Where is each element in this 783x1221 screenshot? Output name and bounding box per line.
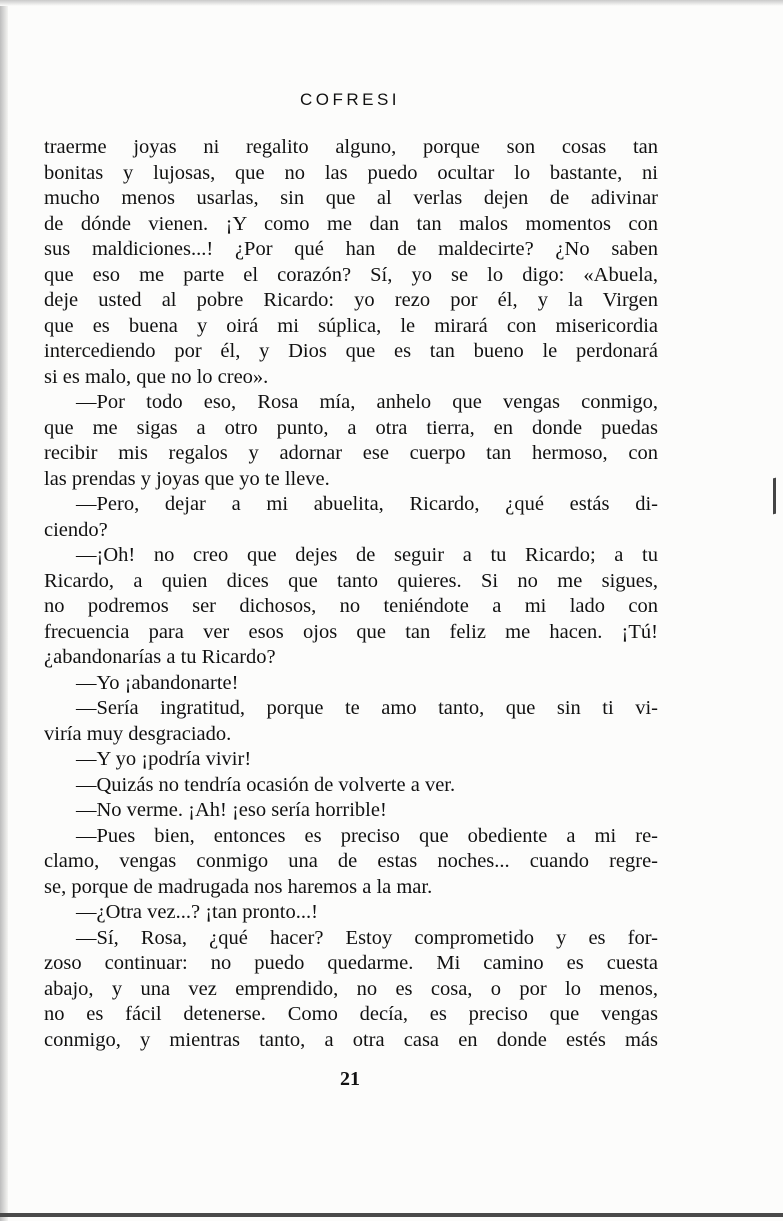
text-line: intercediendo por él, y Dios que es tan bueno le perdonará [44,340,658,362]
text-line: sus maldiciones...! ¿Por qué han de maldecirte? ¿No saben [44,238,658,260]
page-number: 21 [340,1068,360,1090]
text-line: abajo, y una vez emprendido, no es cosa, o por lo menos, [44,977,658,1000]
text-line: —Pero, dejar a mi abuelita, Ricardo, ¿qué estás di- [76,493,658,515]
text-line: mucho menos usarlas, sin que al verlas dejen de adivinar [44,187,658,209]
text-line: viría muy desgraciado. [44,722,232,745]
page-top-shadow [0,0,783,6]
text-line: clamo, vengas conmigo una de estas noches... cuando regre- [44,850,658,872]
running-head-title: COFRESI [299,90,401,109]
text-line: —¡Oh! no creo que dejes de seguir a tu Ricardo; a tu [76,544,658,566]
text-line: recibir mis regalos y adornar ese cuerpo tan hermoso, con [44,442,658,464]
text-line: ¿abandonarías a tu Ricardo? [44,646,276,668]
text-line: —Sí, Rosa, ¿qué hacer? Estoy comprometido y es for- [76,926,658,949]
text-line: no podremos ser dichosos, no teniéndote a mi lado con [44,595,658,617]
text-line: —Pues bien, entonces es preciso que obediente a mi re- [76,824,658,847]
text-line: —No verme. ¡Ah! ¡eso sería horrible! [76,799,387,821]
text-line: deje usted al pobre Ricardo: yo rezo por él, y la Virgen [44,289,658,311]
text-line: se, porque de madrugada nos haremos a la mar. [44,875,433,898]
body-text [44,135,658,1053]
text-line: conmigo, y mientras tanto, a otra casa en donde estés más [44,1028,658,1051]
text-line: que eso me parte el corazón? Sí, yo se lo digo: «Abuela, [44,263,658,286]
text-line: que es buena y oirá mi súplica, le mirará con misericordia [44,314,658,337]
text-line: que me sigas a otro punto, a otra tierra, en donde puedas [44,416,658,439]
text-line: —Yo ¡abandonarte! [76,671,239,694]
text-line: ciendo? [44,518,108,541]
page-gutter-shadow [0,0,8,1221]
text-line: bonitas y lujosas, que no las puedo ocultar lo bastante, ni [44,161,658,184]
text-line: —Quizás no tendría ocasión de volverte a ver. [76,773,456,796]
text-line: zoso continuar: no puedo quedarme. Mi camino es cuesta [44,952,658,974]
text-line: frecuencia para ver esos ojos que tan feliz me hacen. ¡Tú! [44,620,658,643]
text-line: Ricardo, a quien dices que tanto quieres. Si no me sigues, [44,569,658,592]
text-line: de dónde vienen. ¡Y como me dan tan malos momentos con [44,212,658,235]
text-line: si es malo, que no lo creo». [44,365,269,388]
text-line: traerme joyas ni regalito alguno, porque son cosas tan [44,136,658,158]
text-line: —Sería ingratitud, porque te amo tanto, que sin ti vi- [76,697,658,719]
page-edge-mark [773,478,776,515]
text-line: —Por todo eso, Rosa mía, anhelo que vengas conmigo, [76,391,658,413]
text-line: las prendas y joyas que yo te lleve. [44,467,330,490]
page-bottom-edge [0,1213,783,1217]
text-line: —¿Otra vez...? ¡tan pronto...! [76,901,318,923]
text-line: no es fácil detenerse. Como decía, es preciso que vengas [44,1003,658,1025]
text-line: —Y yo ¡podría vivir! [76,748,252,770]
